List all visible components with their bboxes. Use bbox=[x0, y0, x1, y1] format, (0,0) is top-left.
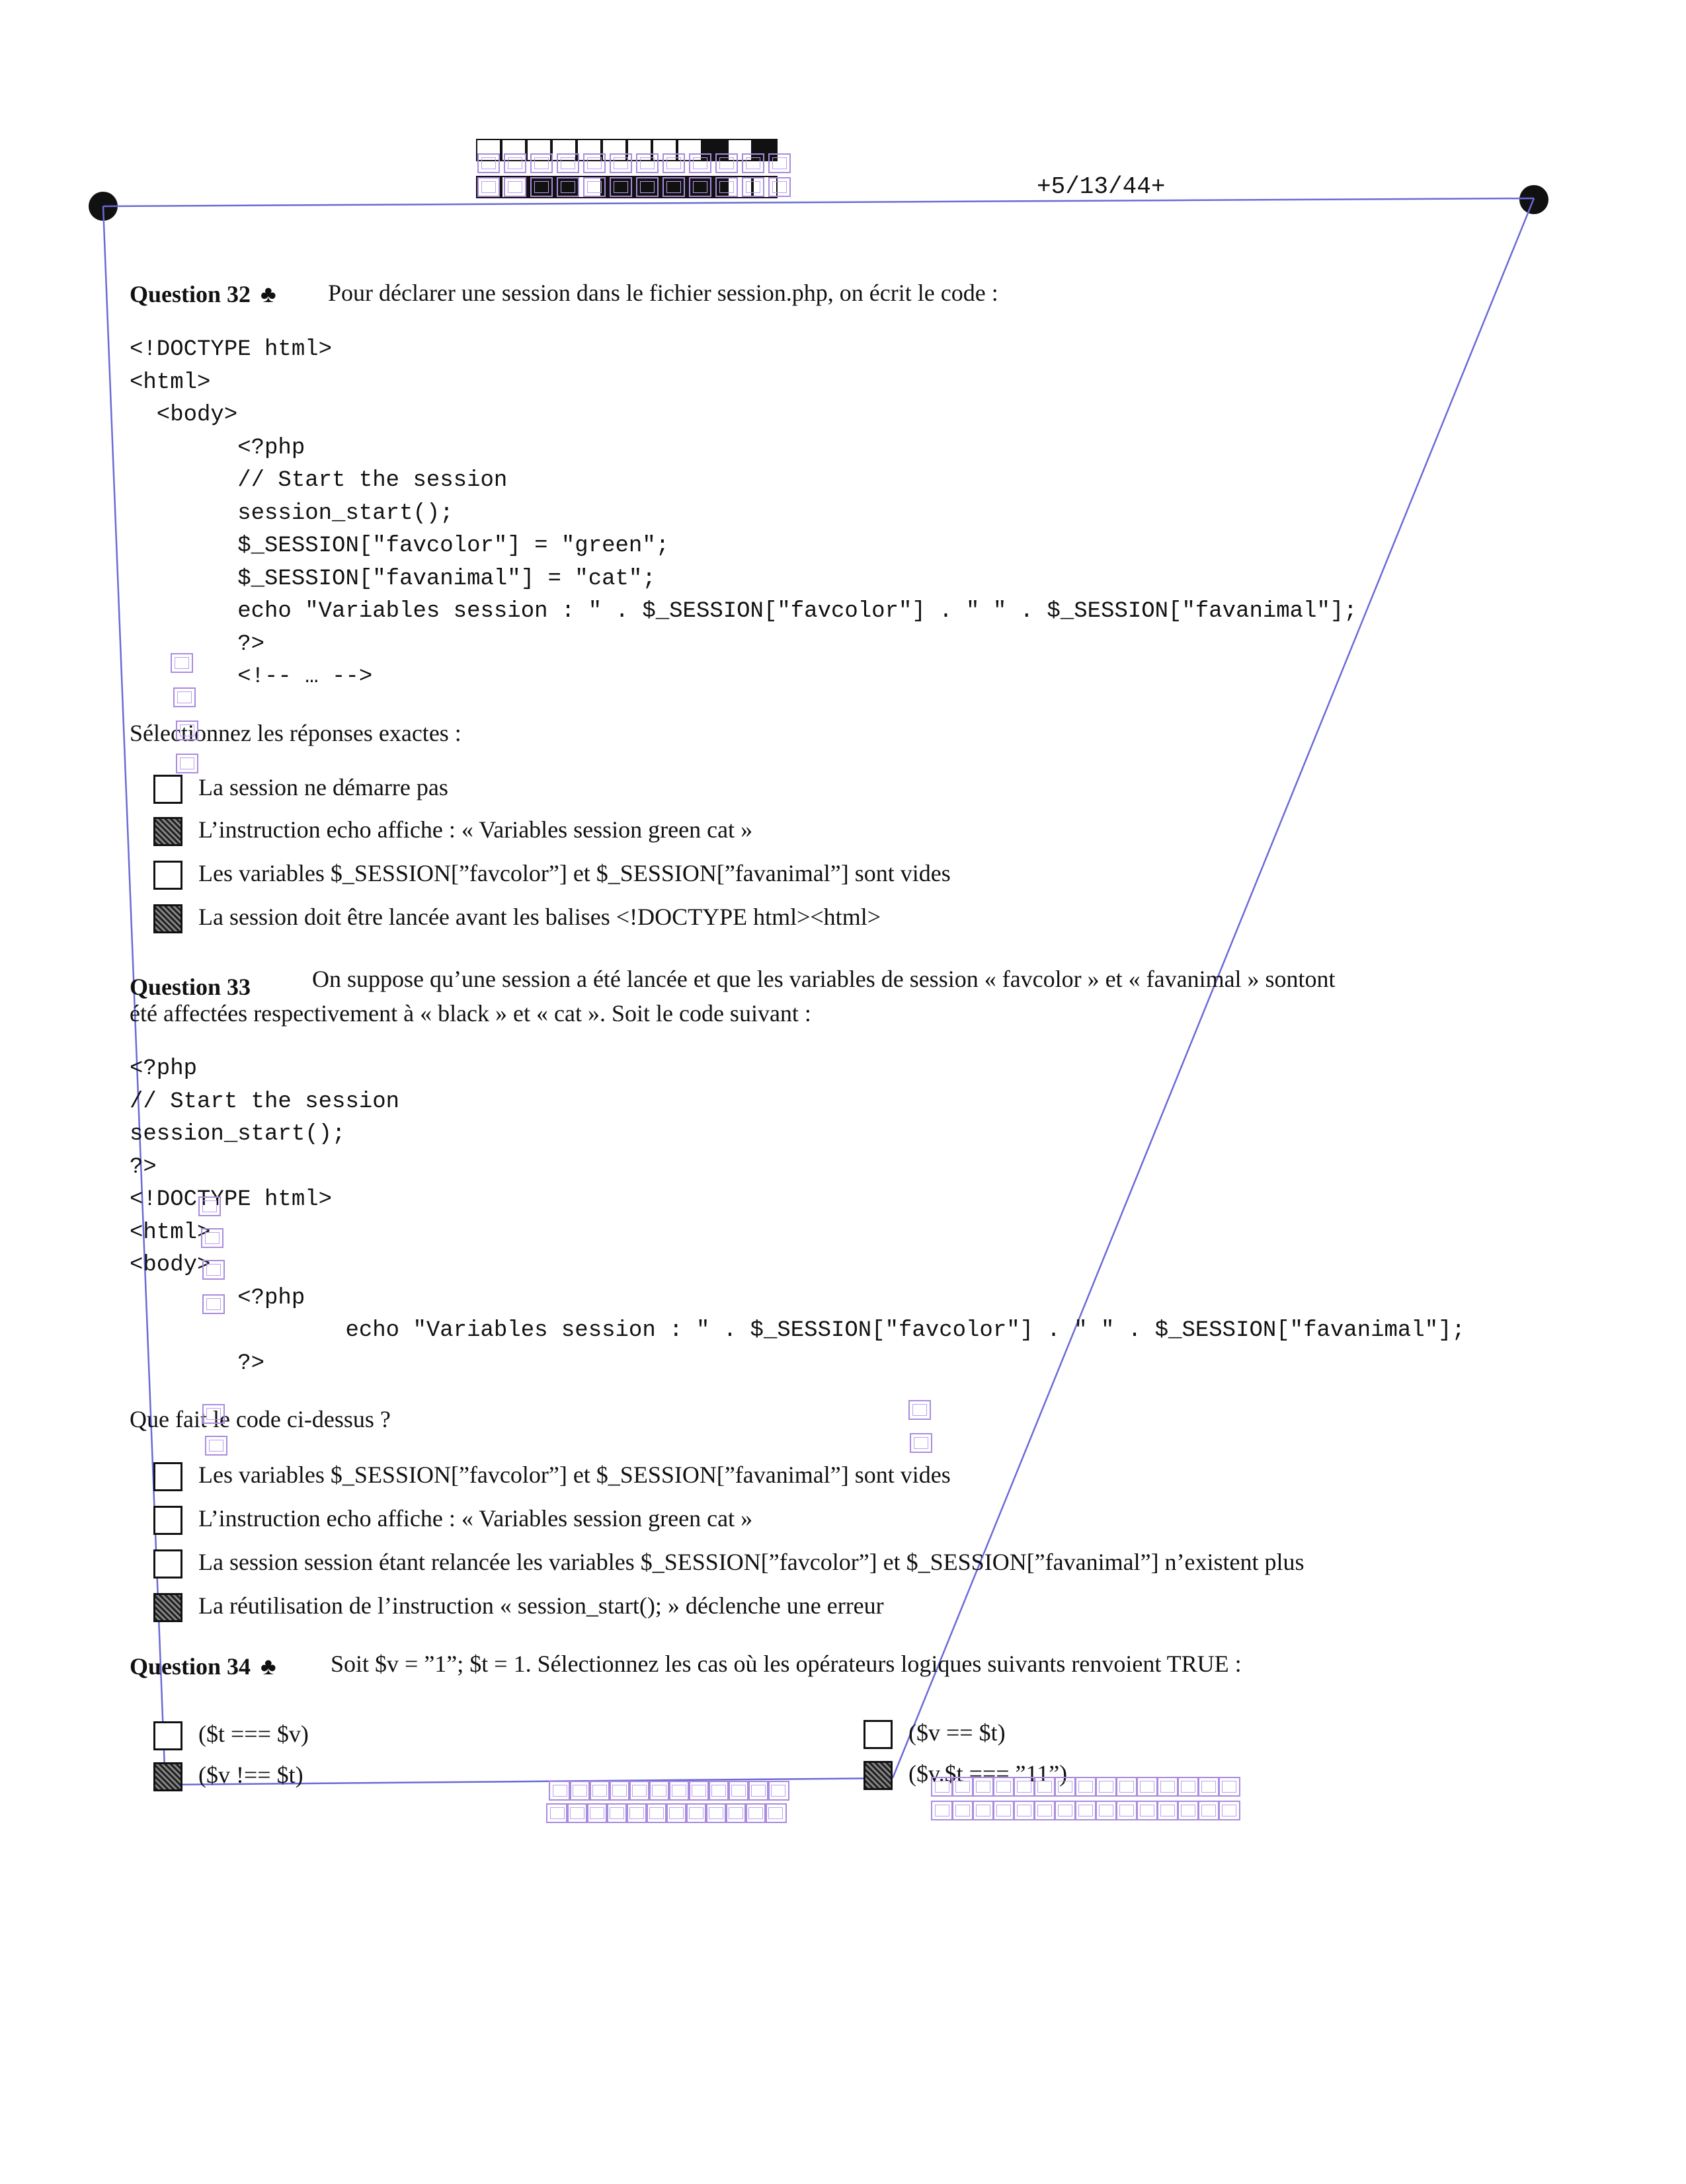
scan-box bbox=[688, 1781, 710, 1801]
scan-box bbox=[665, 1803, 688, 1823]
scan-box bbox=[747, 1781, 770, 1801]
scan-box bbox=[1177, 1801, 1199, 1820]
scan-box bbox=[767, 1781, 789, 1801]
scan-box bbox=[569, 1781, 591, 1801]
scan-box bbox=[1013, 1777, 1035, 1797]
scan-box bbox=[477, 177, 500, 197]
code-line: // Start the session bbox=[130, 1089, 400, 1114]
scan-box bbox=[566, 1803, 588, 1823]
scan-box bbox=[705, 1803, 727, 1823]
question-34-text: Soit $v = ”1”; $t = 1. Sélectionnez les cas où les opérateurs logiques suivants renvoient TRUE : bbox=[331, 1651, 1242, 1677]
scan-box bbox=[725, 1803, 747, 1823]
scan-box bbox=[477, 153, 500, 173]
question-33-text-line2: été affectées respectivement à « black » et « cat ». Soit le code suivant : bbox=[130, 1000, 811, 1027]
scan-box bbox=[727, 1781, 750, 1801]
code-line: <html> bbox=[130, 370, 211, 395]
scan-box bbox=[1074, 1777, 1097, 1797]
scan-box bbox=[610, 177, 632, 197]
question-32-prompt: Sélectionnez les réponses exactes : bbox=[130, 720, 462, 746]
scan-box bbox=[951, 1777, 974, 1797]
scan-box bbox=[645, 1803, 668, 1823]
scan-box bbox=[662, 153, 685, 173]
question-33-heading bbox=[130, 973, 251, 1001]
answer-checkbox[interactable] bbox=[153, 1593, 182, 1622]
answer-text: ($t === $v) bbox=[198, 1721, 309, 1747]
scan-box bbox=[768, 153, 791, 173]
scan-box bbox=[1095, 1801, 1117, 1820]
answer-text: Les variables $_SESSION[”favcolor”] et $_SESSION[”favanimal”] sont vides bbox=[198, 1462, 951, 1488]
code-line: <!DOCTYPE html> bbox=[130, 337, 333, 362]
answer-checkbox[interactable] bbox=[153, 1549, 182, 1579]
scan-box bbox=[715, 177, 738, 197]
scan-box bbox=[1033, 1777, 1056, 1797]
scan-box bbox=[504, 153, 526, 173]
code-line: <!-- … --> bbox=[130, 664, 373, 689]
answer-text: La session doit être lancée avant les balises <!DOCTYPE html><html> bbox=[198, 904, 881, 930]
scan-box bbox=[744, 1803, 767, 1823]
scan-box bbox=[1115, 1801, 1138, 1820]
answer-text: L’instruction echo affiche : « Variables session green cat » bbox=[198, 1505, 753, 1532]
answer-text: ($v.$t === ”11”) bbox=[908, 1760, 1068, 1787]
scan-box bbox=[610, 153, 632, 173]
scan-box bbox=[583, 153, 606, 173]
code-line: <?php bbox=[130, 1056, 198, 1081]
scan-box bbox=[951, 1801, 974, 1820]
question-33-label: Question 33 bbox=[130, 974, 251, 1000]
scan-box bbox=[742, 153, 764, 173]
scan-box bbox=[972, 1801, 994, 1820]
scan-box bbox=[1074, 1801, 1097, 1820]
answer-text: La réutilisation de l’instruction « session_start(); » déclenche une erreur bbox=[198, 1592, 884, 1619]
answer-text: La session ne démarre pas bbox=[198, 774, 448, 800]
scan-box bbox=[171, 653, 193, 673]
scan-box bbox=[685, 1803, 707, 1823]
scan-box bbox=[606, 1803, 628, 1823]
scan-box bbox=[662, 177, 685, 197]
scan-box bbox=[689, 153, 711, 173]
scan-box bbox=[1156, 1777, 1179, 1797]
answer-checkbox[interactable] bbox=[863, 1720, 893, 1749]
scan-box bbox=[202, 1294, 225, 1314]
question-34-heading bbox=[130, 1653, 276, 1680]
scan-box bbox=[530, 153, 553, 173]
code-line: session_start(); bbox=[130, 500, 454, 526]
code-line: <?php bbox=[130, 1285, 305, 1311]
code-line: // Start the session bbox=[130, 468, 508, 493]
scan-box bbox=[1115, 1777, 1138, 1797]
scan-box bbox=[768, 177, 791, 197]
scan-box bbox=[908, 1400, 931, 1420]
answer-text: Les variables $_SESSION[”favcolor”] et $_SESSION[”favanimal”] sont vides bbox=[198, 860, 951, 886]
answer-checkbox[interactable] bbox=[153, 861, 182, 890]
answer-checkbox[interactable] bbox=[153, 1462, 182, 1491]
scan-box bbox=[1136, 1777, 1158, 1797]
answer-checkbox[interactable] bbox=[863, 1761, 893, 1790]
scan-box bbox=[668, 1781, 690, 1801]
scan-box bbox=[628, 1781, 651, 1801]
code-line: ?> bbox=[130, 1154, 157, 1180]
scan-box bbox=[1197, 1801, 1220, 1820]
code-line: <html> bbox=[130, 1220, 211, 1245]
answer-text: ($v !== $t) bbox=[198, 1762, 303, 1788]
answer-text: La session session étant relancée les variables $_SESSION[”favcolor”] et $_SESSION[”favanimal”] n’existent plus bbox=[198, 1549, 1305, 1575]
scan-box bbox=[201, 1228, 223, 1248]
scan-box bbox=[173, 687, 196, 707]
scan-box bbox=[198, 1196, 221, 1216]
scan-box bbox=[636, 177, 659, 197]
scan-box bbox=[549, 1781, 571, 1801]
scan-box bbox=[202, 1260, 225, 1280]
scan-box bbox=[648, 1781, 670, 1801]
code-line: <body> bbox=[130, 1253, 211, 1278]
scan-box bbox=[992, 1777, 1015, 1797]
scan-box bbox=[1095, 1777, 1117, 1797]
answer-checkbox[interactable] bbox=[153, 904, 182, 933]
answer-checkbox[interactable] bbox=[153, 817, 182, 846]
answer-checkbox[interactable] bbox=[153, 1721, 182, 1750]
code-line: session_start(); bbox=[130, 1122, 346, 1147]
answer-checkbox[interactable] bbox=[153, 775, 182, 804]
scan-box bbox=[1156, 1801, 1179, 1820]
scan-box bbox=[583, 177, 606, 197]
scan-box bbox=[176, 721, 198, 740]
code-line: <!DOCTYPE html> bbox=[130, 1187, 333, 1212]
question-33-text-line1: On suppose qu’une session a été lancée et que les variables de session « favcolor » et « favanimal » sontont bbox=[312, 966, 1336, 992]
scan-box bbox=[931, 1801, 953, 1820]
scan-box bbox=[588, 1781, 611, 1801]
answer-text: L’instruction echo affiche : « Variables session green cat » bbox=[198, 816, 753, 843]
scan-box bbox=[608, 1781, 631, 1801]
code-line: ?> bbox=[130, 631, 265, 657]
page-id: +5/13/44+ bbox=[1037, 173, 1166, 200]
scan-box bbox=[557, 153, 579, 173]
scan-box bbox=[742, 177, 764, 197]
question-34-label: Question 34 bbox=[130, 1653, 251, 1680]
scan-box bbox=[205, 1436, 227, 1456]
scan-box bbox=[972, 1777, 994, 1797]
code-line: $_SESSION["favcolor"] = "green"; bbox=[130, 533, 670, 559]
scan-box bbox=[1218, 1801, 1240, 1820]
scan-box bbox=[931, 1777, 953, 1797]
scan-box bbox=[636, 153, 659, 173]
scan-box bbox=[707, 1781, 730, 1801]
question-32-label: Question 32 bbox=[130, 281, 251, 307]
scan-box bbox=[504, 177, 526, 197]
question-33-prompt: Que fait le code ci-dessus ? bbox=[130, 1406, 391, 1432]
scan-box bbox=[530, 177, 553, 197]
scan-box bbox=[764, 1803, 787, 1823]
question-32-heading bbox=[130, 280, 276, 308]
scan-box bbox=[625, 1803, 648, 1823]
answer-checkbox[interactable] bbox=[153, 1762, 182, 1791]
scan-box bbox=[1136, 1801, 1158, 1820]
scan-box bbox=[715, 153, 738, 173]
scan-box bbox=[176, 754, 198, 773]
scan-box bbox=[1054, 1777, 1076, 1797]
scan-box bbox=[1197, 1777, 1220, 1797]
scan-box bbox=[1218, 1777, 1240, 1797]
question-32-text: Pour déclarer une session dans le fichier session.php, on écrit le code : bbox=[328, 280, 998, 306]
scan-box bbox=[586, 1803, 608, 1823]
scan-box bbox=[1054, 1801, 1076, 1820]
scan-box bbox=[910, 1433, 932, 1453]
scan-box bbox=[1033, 1801, 1056, 1820]
scan-box bbox=[689, 177, 711, 197]
scan-box bbox=[992, 1801, 1015, 1820]
scan-box bbox=[1013, 1801, 1035, 1820]
club-icon: ♣ bbox=[261, 281, 276, 307]
code-line: <body> bbox=[130, 403, 238, 428]
scan-box bbox=[546, 1803, 569, 1823]
club-icon: ♣ bbox=[261, 1653, 276, 1680]
code-line: echo "Variables session : " . $_SESSION["favcolor"] . " " . $_SESSION["favanimal"]; bbox=[130, 1318, 1465, 1343]
code-line: $_SESSION["favanimal"] = "cat"; bbox=[130, 566, 656, 592]
code-line: <?php bbox=[130, 435, 305, 461]
code-line: ?> bbox=[130, 1350, 265, 1376]
scan-box bbox=[202, 1404, 225, 1424]
scan-box bbox=[1177, 1777, 1199, 1797]
answer-checkbox[interactable] bbox=[153, 1506, 182, 1535]
code-line: echo "Variables session : " . $_SESSION["favcolor"] . " " . $_SESSION["favanimal"]; bbox=[130, 599, 1357, 624]
scan-box bbox=[557, 177, 579, 197]
answer-text: ($v == $t) bbox=[908, 1719, 1006, 1746]
